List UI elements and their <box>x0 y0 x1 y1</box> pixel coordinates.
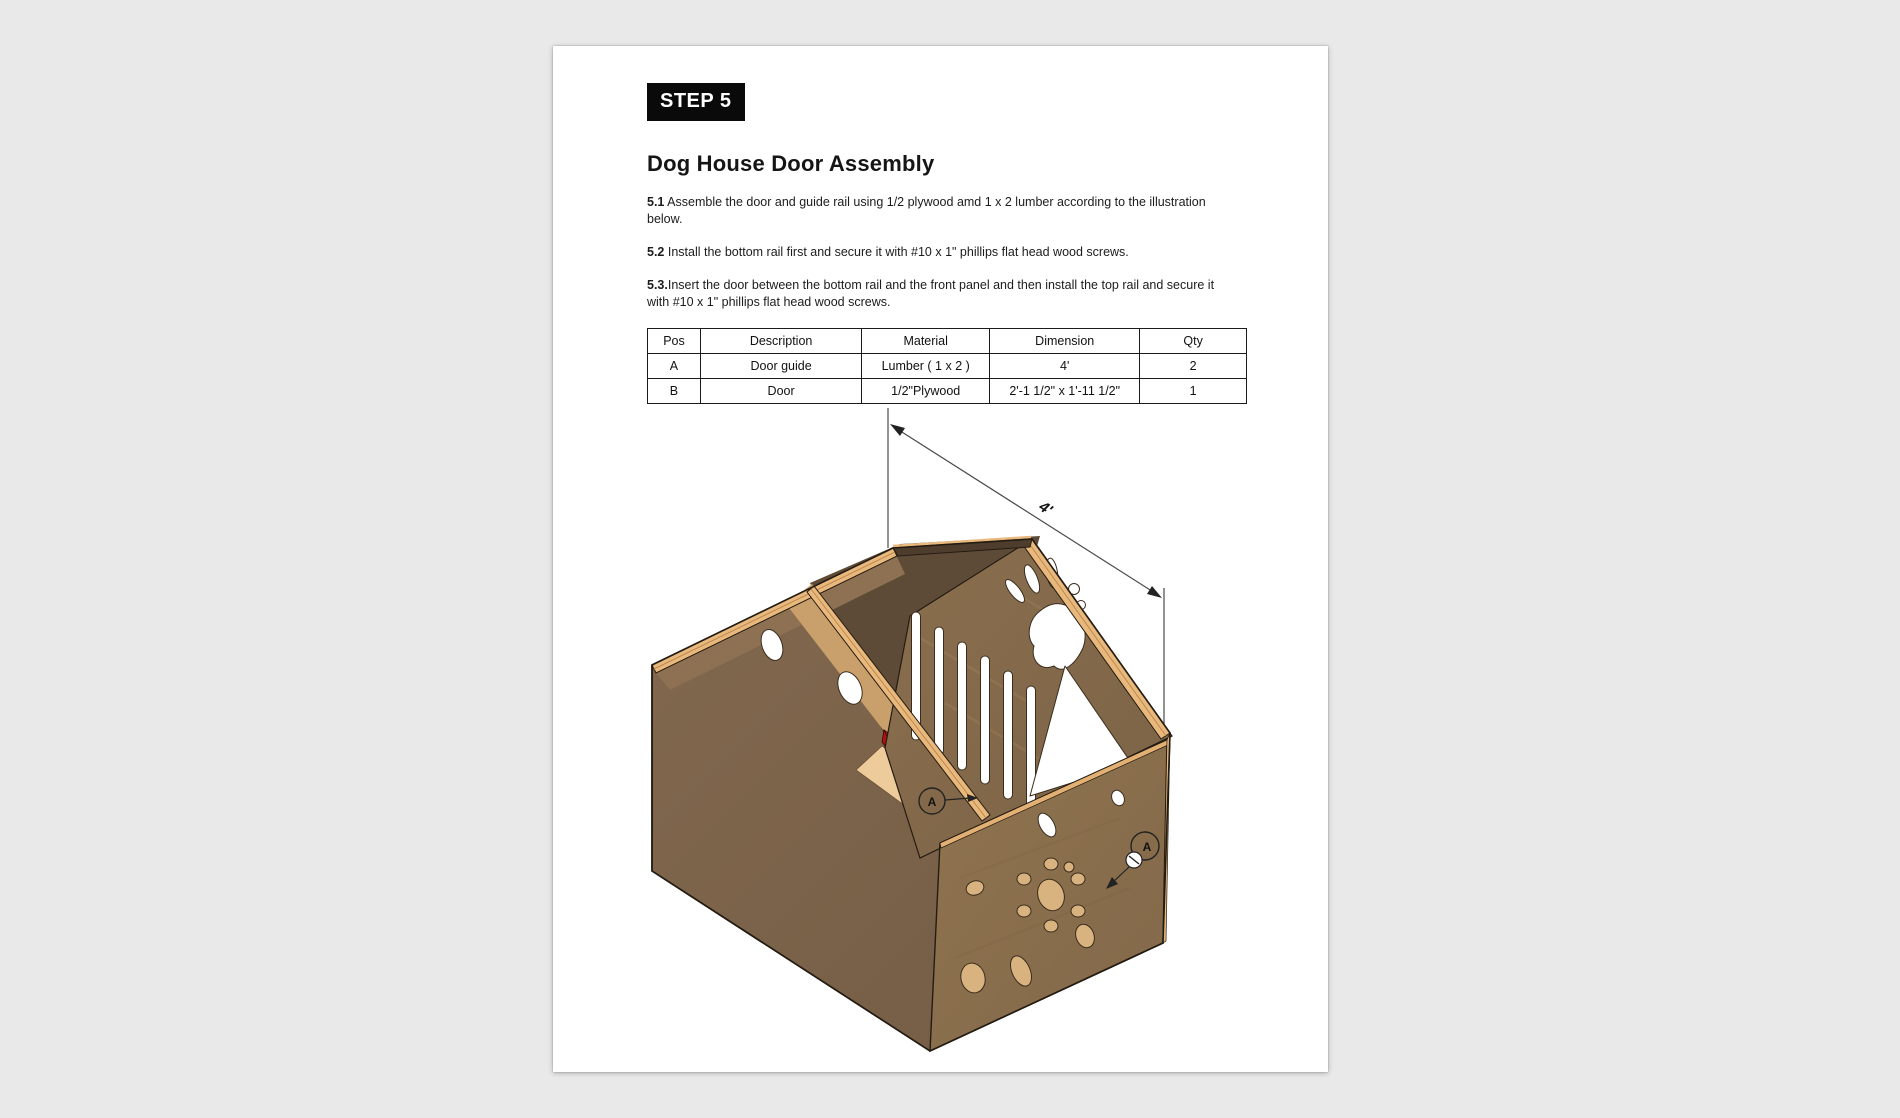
step-5-2-number: 5.2 <box>647 245 665 259</box>
cell-material: 1/2"Plywood <box>862 379 990 404</box>
vent-slot <box>1004 671 1013 799</box>
vent-slot <box>958 642 967 770</box>
step-badge: STEP 5 <box>647 83 745 121</box>
svg-text:A: A <box>927 795 937 809</box>
step-5-1-number: 5.1 <box>647 195 665 209</box>
parts-table <box>647 328 1247 404</box>
cell-pos: B <box>648 379 701 404</box>
cell-pos: A <box>648 354 701 379</box>
cell-dimension: 4' <box>990 354 1140 379</box>
vent-slot <box>935 627 944 755</box>
dimension-arrowhead <box>1147 586 1162 598</box>
cell-dimension: 2'-1 1/2" x 1'-11 1/2" <box>990 379 1140 404</box>
parts-table-header-row <box>648 329 1247 354</box>
svg-text:A: A <box>1142 840 1152 854</box>
cell-material: Lumber ( 1 x 2 ) <box>862 354 990 379</box>
header-pos: Pos <box>648 329 701 354</box>
table-row <box>648 354 1247 379</box>
header-qty: Qty <box>1140 329 1247 354</box>
header-dimension: Dimension <box>990 329 1140 354</box>
dimension-label: 4' <box>1035 498 1056 519</box>
header-material: Material <box>862 329 990 354</box>
vent-slot <box>981 656 990 784</box>
cell-qty: 1 <box>1140 379 1247 404</box>
step-5-3-text: 5.3.Insert the door between the bottom rail and the front panel and then install the top rail and secure it with #10 x 1" phillips flat head wood screws. <box>647 278 1215 309</box>
cell-qty: 2 <box>1140 354 1247 379</box>
cell-description: Door guide <box>700 354 861 379</box>
step-5-2-text: 5.2 Install the bottom rail first and secure it with #10 x 1" phillips flat head wood screws. <box>647 245 1129 259</box>
document-page <box>553 46 1328 1072</box>
dog-house-illustration <box>560 398 1220 1088</box>
header-description: Description <box>700 329 861 354</box>
step-5-1-text: 5.1 Assemble the door and guide rail using 1/2 plywood amd 1 x 2 lumber according to the illustration below. <box>647 195 1206 226</box>
page-title: Dog House Door Assembly <box>647 151 935 176</box>
dimension-arrowhead <box>890 424 905 436</box>
cell-description: Door <box>700 379 861 404</box>
step-5-3-number: 5.3. <box>647 278 668 292</box>
